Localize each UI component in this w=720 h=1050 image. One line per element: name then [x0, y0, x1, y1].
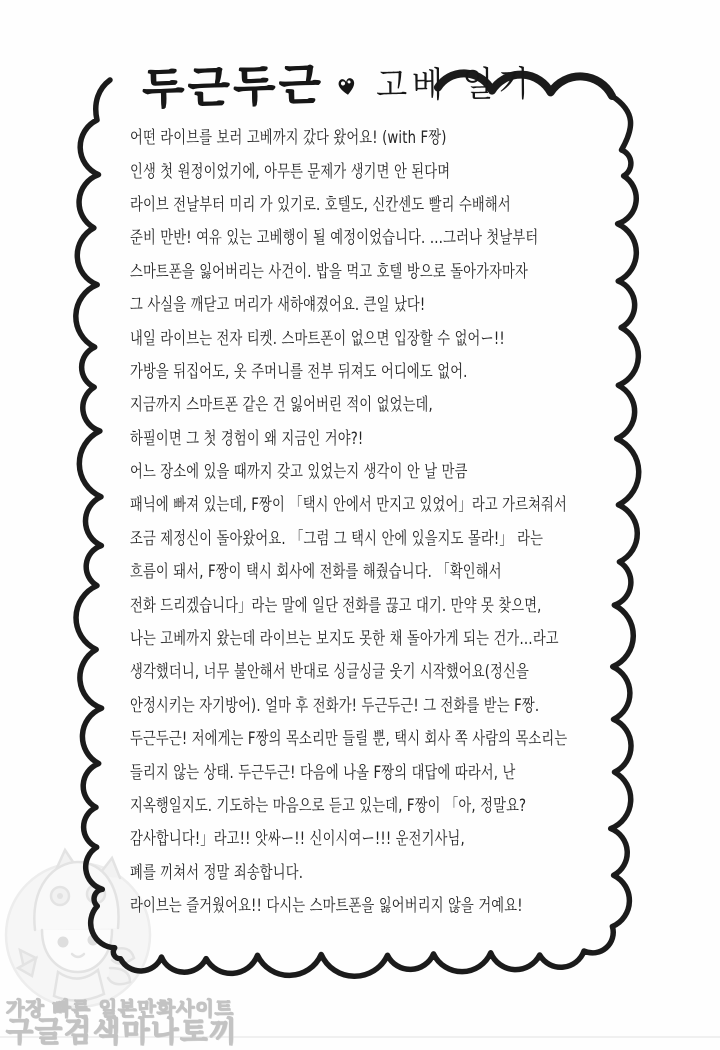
diary-line: 패닉에 빠져 있는데, F짱이 「택시 안에서 만지고 있었어」라고 가르쳐줘서 [130, 495, 567, 516]
diary-text-block [130, 119, 650, 920]
diary-line: 인생 첫 원정이었기에, 아무튼 문제가 생기면 안 된다며 [130, 161, 451, 182]
diary-line: 그 사실을 깨닫고 머리가 새하얘졌어요. 큰일 났다! [130, 295, 426, 316]
diary-line: 들리지 않는 상태. 두근두근! 다음에 나올 F짱의 대답에 따라서, 난 [130, 762, 516, 783]
diary-line: 어느 장소에 있을 때까지 갖고 있었는지 생각이 안 날 만큼 [130, 462, 468, 483]
diary-line: 어떤 라이브를 보러 고베까지 갔다 왔어요! (with F짱) [130, 128, 447, 149]
diary-line: 흐름이 돼서, F짱이 택시 회사에 전화를 해줬습니다. 「확인해서 [130, 562, 502, 583]
diary-line: 생각했더니, 너무 불안해서 반대로 싱글싱글 웃기 시작했어요(정신을 [130, 662, 529, 683]
diary-line: 안정시키는 자기방어). 얼마 후 전화가! 두근두근! 그 전화를 받는 F짱. [130, 695, 540, 716]
diary-line: 라이브 전날부터 미리 가 있기로. 호텔도, 신칸센도 빨리 수배해서 [130, 194, 511, 215]
title-subtitle: 고베 일기 [376, 64, 535, 106]
heart-icon [334, 74, 359, 103]
diary-line: 내일 라이브는 전자 티켓. 스마트폰이 없으면 입장할 수 없어ー!! [130, 328, 505, 349]
diary-line: 스마트폰을 잃어버리는 사건이. 밥을 먹고 호텔 방으로 돌아가자마자 [130, 261, 528, 282]
diary-line: 가방을 뒤집어도, 옷 주머니를 전부 뒤져도 어디에도 없어. [130, 361, 468, 382]
title-logo-text: 두근두근 [141, 59, 325, 114]
watermark-brand-text: 구글검색마나토끼 [6, 1015, 239, 1048]
diary-line: 나는 고베까지 왔는데 라이브는 보지도 못한 채 돌아가게 되는 건가…라고 [130, 629, 559, 650]
diary-line: 감사합니다!」라고!! 앗싸ー!! 신이시여ー!!! 운전기사님, [130, 829, 465, 850]
page-title [142, 52, 548, 114]
diary-line: 조금 제정신이 돌아왔어요. 「그럼 그 택시 안에 있을지도 몰라!」 라는 [130, 528, 544, 549]
diary-line: 지옥행일지도. 기도하는 마음으로 듣고 있는데, F짱이 「아, 정말요? [130, 796, 527, 816]
diary-line: 라이브는 즐거웠어요!! 다시는 스마트폰을 잃어버리지 않을 거예요! [130, 896, 523, 917]
diary-line: 두근두근! 저에게는 F짱의 목소리만 들릴 뿐, 택시 회사 쪽 사람의 목소리는 [130, 729, 568, 750]
diary-line: 하필이면 그 첫 경험이 왜 지금인 거야?! [130, 428, 364, 449]
diary-line: 준비 만반! 여유 있는 고베행이 될 예정이었습니다. …그러나 첫날부터 [130, 228, 539, 249]
diary-line: 폐를 끼쳐서 정말 죄송합니다. [130, 862, 304, 883]
diary-line: 지금까지 스마트폰 같은 건 잃어버린 적이 없었는데, [130, 395, 433, 416]
diary-line: 전화 드리겠습니다」라는 말에 일단 전화를 끊고 대기. 만약 못 찾으면, [130, 595, 542, 616]
watermark-site-text: 가장 빠른 일본만화사이트 [6, 998, 235, 1020]
